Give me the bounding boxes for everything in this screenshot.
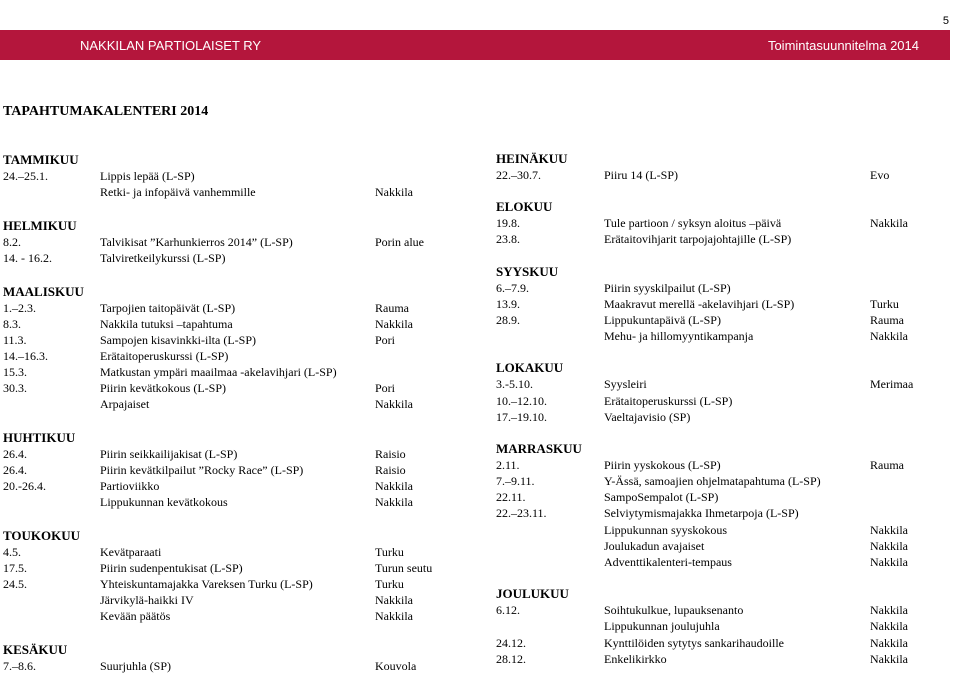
calendar-row <box>496 538 956 554</box>
month-heading: HEINÄKUU <box>496 151 568 166</box>
event-name: Erätaitovihjarit tarpojajohtajille (L-SP) <box>604 232 792 247</box>
section-gap <box>3 412 463 429</box>
month-heading: LOKAKUU <box>496 360 564 376</box>
event-date: 3.-5.10. <box>496 377 533 392</box>
event-place: Porin alue <box>375 235 424 249</box>
event-name: Järvikylä-haikki IV <box>100 593 194 607</box>
event-date: 24.–25.1. <box>3 169 48 183</box>
event-date: 8.3. <box>3 317 21 331</box>
section-gap <box>3 266 463 283</box>
section-gap <box>3 510 463 527</box>
event-date: 20.-26.4. <box>3 479 46 493</box>
event-name: Talvikisat ”Karhunkierros 2014” (L-SP) <box>100 235 293 249</box>
event-place: Evo <box>870 168 890 182</box>
section-gap <box>496 344 956 360</box>
event-date: 15.3. <box>3 365 27 379</box>
calendar-row <box>3 544 463 560</box>
calendar-row <box>3 446 463 462</box>
calendar-row <box>496 393 956 409</box>
calendar-row <box>3 494 463 510</box>
event-name: Piirin kevätkilpailut ”Rocky Race” (L-SP) <box>100 463 304 477</box>
event-date: 17.5. <box>3 561 27 575</box>
calendar-row <box>496 602 956 618</box>
event-name: Vaeltajavisio (SP) <box>604 409 691 424</box>
event-place: Turku <box>870 296 899 311</box>
event-name: Arpajaiset <box>100 397 150 411</box>
event-date: 6.12. <box>496 603 520 618</box>
calendar-row <box>3 592 463 608</box>
event-name: Kevätparaati <box>100 545 162 559</box>
month-heading: TAMMIKUU <box>3 152 79 167</box>
month-heading: HUHTIKUU <box>3 430 76 445</box>
event-name: Talviretkeilykurssi (L-SP) <box>100 251 226 265</box>
section-gap <box>496 248 956 264</box>
event-name: Syysleiri <box>604 377 647 392</box>
event-place: Nakkila <box>870 216 908 231</box>
section-gap <box>496 570 956 586</box>
event-name: Enkelikirkko <box>604 651 667 666</box>
event-name: Lippukuntapäivä (L-SP) <box>604 312 721 327</box>
calendar-row <box>496 409 956 425</box>
calendar-row <box>496 522 956 538</box>
event-name: Lippukunnan syyskokous <box>604 522 727 537</box>
event-place: Nakkila <box>375 397 413 411</box>
event-name: Lippukunnan kevätkokous <box>100 495 228 509</box>
calendar-row <box>496 505 956 521</box>
event-name: Nakkila tutuksi –tapahtuma <box>100 317 233 331</box>
calendar-row <box>3 658 463 674</box>
calendar-row <box>3 364 463 380</box>
event-date: 22.11. <box>496 490 526 505</box>
right-column <box>496 151 956 667</box>
event-name: Yhteiskuntamajakka Vareksen Turku (L-SP) <box>100 577 313 591</box>
event-place: Turku <box>375 577 404 591</box>
event-place: Nakkila <box>870 522 908 537</box>
event-place: Pori <box>375 381 396 395</box>
calendar-row <box>496 635 956 651</box>
event-name: Partioviikko <box>100 479 160 493</box>
event-name: Y-Ässä, samoajien ohjelmatapahtuma (L-SP) <box>604 474 821 489</box>
event-date: 26.4. <box>3 463 27 477</box>
calendar-row <box>3 300 463 316</box>
event-place: Nakkila <box>870 603 908 618</box>
section-gap <box>3 624 463 641</box>
event-name: Kynttilöiden sytytys sankarihaudoille <box>604 635 784 650</box>
month-heading: JOULUKUU <box>496 586 569 602</box>
event-name: Tarpojien taitopäivät (L-SP) <box>100 301 236 315</box>
calendar-row <box>496 376 956 392</box>
event-place: Turun seutu <box>375 561 433 575</box>
event-name: Piiru 14 (L-SP) <box>604 168 679 182</box>
calendar-row <box>3 316 463 332</box>
event-date: 24.5. <box>3 577 27 591</box>
event-date: 6.–7.9. <box>496 280 529 295</box>
calendar-row <box>3 332 463 348</box>
calendar-row <box>3 250 463 266</box>
calendar-row <box>496 328 956 344</box>
event-place: Nakkila <box>375 185 413 199</box>
event-place: Rauma <box>375 301 409 315</box>
calendar-row <box>496 554 956 570</box>
event-name: Lippukunnan joulujuhla <box>604 619 720 634</box>
event-place: Nakkila <box>375 317 413 331</box>
calendar-row <box>3 560 463 576</box>
event-date: 17.–19.10. <box>496 409 547 424</box>
event-date: 2.11. <box>496 457 520 472</box>
event-name: Piirin seikkailijakisat (L-SP) <box>100 447 238 461</box>
event-date: 14.–16.3. <box>3 349 48 363</box>
event-place: Nakkila <box>375 479 413 493</box>
event-date: 22.–30.7. <box>496 168 541 182</box>
event-place: Turku <box>375 545 404 559</box>
calendar-row <box>496 473 956 489</box>
calendar-row <box>496 312 956 328</box>
event-date: 4.5. <box>3 545 21 559</box>
calendar-row <box>3 168 463 184</box>
event-place: Rauma <box>870 457 904 472</box>
event-name: Retki- ja infopäivä vanhemmille <box>100 185 256 199</box>
calendar-row <box>3 234 463 250</box>
event-name: Erätaitoperuskurssi (L-SP) <box>604 393 733 408</box>
month-heading: SYYSKUU <box>496 263 559 279</box>
event-name: Suurjuhla (SP) <box>100 659 172 673</box>
event-place: Rauma <box>870 312 904 327</box>
month-heading: MARRASKUU <box>496 440 582 456</box>
month-heading: ELOKUU <box>496 199 553 215</box>
calendar-row <box>3 462 463 478</box>
event-name: Adventtikalenteri-tempaus <box>604 555 732 569</box>
event-date: 1.–2.3. <box>3 301 36 315</box>
event-name: Soihtukulkue, lupauksenanto <box>604 603 744 618</box>
calendar-row <box>496 489 956 505</box>
event-place: Raisio <box>375 447 406 461</box>
event-place: Nakkila <box>375 609 413 623</box>
event-date: 11.3. <box>3 333 27 347</box>
event-date: 23.8. <box>496 232 520 247</box>
calendar-row <box>3 348 463 364</box>
event-place: Pori <box>375 333 396 347</box>
event-name: Mehu- ja hillomyyntikampanja <box>604 329 754 344</box>
event-place: Nakkila <box>375 593 413 607</box>
calendar-row <box>3 184 463 200</box>
event-date: 7.–8.6. <box>3 659 36 673</box>
event-place: Nakkila <box>375 495 413 509</box>
event-name: Matkustan ympäri maailmaa -akelavihjari (L-SP) <box>100 365 337 379</box>
event-place: Raisio <box>375 463 406 477</box>
calendar-row <box>496 651 956 667</box>
month-heading: HELMIKUU <box>3 218 77 233</box>
event-place: Nakkila <box>870 635 908 650</box>
event-name: Tule partioon / syksyn aloitus –päivä <box>604 216 782 231</box>
event-date: 24.12. <box>496 635 526 650</box>
event-name: Lippis lepää (L-SP) <box>100 169 195 183</box>
month-heading: MAALISKUU <box>3 284 84 299</box>
month-heading: KESÄKUU <box>3 642 68 657</box>
event-place: Nakkila <box>870 555 908 569</box>
page-number: 5 <box>942 15 949 27</box>
calendar-row <box>496 280 956 296</box>
event-name: Selviytymismajakka Ihmetarpoja (L-SP) <box>604 506 799 521</box>
event-name: Piirin kevätkokous (L-SP) <box>100 381 226 395</box>
calendar-row <box>496 231 956 247</box>
calendar-row <box>3 380 463 396</box>
event-name: Joulukadun avajaiset <box>604 538 705 553</box>
event-date: 8.2. <box>3 235 21 249</box>
event-date: 26.4. <box>3 447 27 461</box>
month-heading: TOUKOKUU <box>3 528 81 543</box>
calendar-row <box>3 608 463 624</box>
event-name: SampoSempalot (L-SP) <box>604 490 719 505</box>
event-place: Nakkila <box>870 538 908 553</box>
event-place: Merimaa <box>870 377 914 392</box>
event-name: Maakravut merellä -akelavihjari (L-SP) <box>604 296 795 311</box>
event-place: Nakkila <box>870 619 908 634</box>
event-name: Kevään päätös <box>100 609 171 623</box>
event-place: Nakkila <box>870 651 908 666</box>
left-column <box>3 151 463 674</box>
section-gap <box>3 200 463 217</box>
event-place: Kouvola <box>375 659 417 673</box>
calendar-row <box>3 576 463 592</box>
event-name: Piirin sudenpentukisat (L-SP) <box>100 561 243 575</box>
event-date: 19.8. <box>496 216 520 231</box>
event-name: Sampojen kisavinkki-ilta (L-SP) <box>100 333 256 347</box>
header-document-title: Toimintasuunnitelma 2014 <box>767 38 919 53</box>
calendar-row <box>496 618 956 634</box>
event-name: Piirin yyskokous (L-SP) <box>604 457 721 472</box>
event-name: Erätaitoperuskurssi (L-SP) <box>100 349 229 363</box>
section-gap <box>496 425 956 441</box>
event-date: 14. - 16.2. <box>3 251 52 265</box>
calendar-row <box>496 167 956 183</box>
event-date: 30.3. <box>3 381 27 395</box>
event-date: 13.9. <box>496 296 520 311</box>
event-date: 28.9. <box>496 312 520 327</box>
calendar-row <box>496 215 956 231</box>
event-date: 28.12. <box>496 651 526 666</box>
event-name: Piirin syyskilpailut (L-SP) <box>604 280 731 295</box>
event-date: 22.–23.11. <box>496 506 547 521</box>
header-organization: NAKKILAN PARTIOLAISET RY <box>80 38 262 53</box>
page-title: TAPAHTUMAKALENTERI 2014 <box>3 104 209 119</box>
calendar-row <box>496 457 956 473</box>
event-place: Nakkila <box>870 329 908 344</box>
calendar-row <box>3 396 463 412</box>
event-date: 10.–12.10. <box>496 393 547 408</box>
section-gap <box>496 183 956 199</box>
calendar-row <box>496 296 956 312</box>
event-date: 7.–9.11. <box>496 474 535 489</box>
calendar-row <box>3 478 463 494</box>
